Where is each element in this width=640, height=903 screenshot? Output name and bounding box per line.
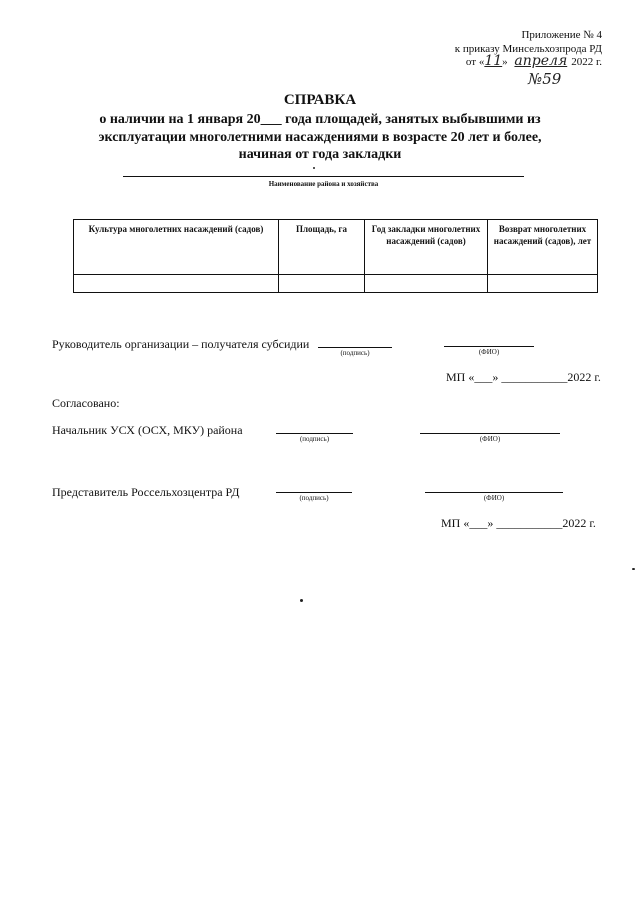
head-signature-caption: (подпись)	[340, 349, 370, 357]
head-signature-line	[318, 347, 392, 348]
rep-signature-label: Представитель Россельхозцентра РД	[52, 485, 240, 499]
col-header-area: Площадь, га	[279, 220, 365, 275]
district-name-line	[123, 176, 524, 177]
head-signature-label: Руководитель организации – получателя субсидии	[52, 337, 310, 351]
title-line-3: начиная от года закладки	[238, 147, 402, 162]
order-reference: к приказу Минсельхозпрода РД	[454, 43, 602, 55]
rep-fio-caption: (ФИО)	[483, 494, 505, 502]
head-fio-caption: (ФИО)	[478, 348, 500, 356]
rep-fio-line	[425, 492, 563, 493]
head-fio-line	[444, 346, 534, 347]
usx-signature-caption: (подпись)	[299, 435, 330, 443]
date-day-handwritten: 11	[484, 53, 503, 69]
rep-signature-line	[276, 492, 352, 493]
date-prefix: от «	[465, 56, 485, 68]
title-line-2: эксплуатации многолетними насаждениями в возрасте 20 лет и более,	[98, 130, 542, 145]
title-line-1: о наличии на 1 января 20___ года площадей, занятых выбывшими из	[99, 112, 541, 127]
usx-fio-caption: (ФИО)	[479, 435, 501, 443]
col-header-culture: Культура многолетних насаждений (садов)	[74, 220, 279, 275]
scan-speck	[300, 599, 303, 602]
doc-number-handwritten: №59	[528, 70, 562, 88]
col-header-age: Возврат многолетних насаждений (садов), лет	[488, 220, 598, 275]
col-header-planting-year: Год закладки многолетних насаждений (садов)	[365, 220, 488, 275]
table-cell[interactable]	[488, 275, 598, 293]
usx-signature-label: Начальник УСХ (ОСХ, МКУ) района	[52, 423, 243, 437]
usx-fio-line	[420, 433, 560, 434]
order-date	[466, 54, 602, 69]
date-year: 2022 г.	[571, 56, 602, 68]
date-month-handwritten: апреля	[514, 53, 568, 69]
document-title: СПРАВКА	[283, 92, 357, 108]
scan-speck	[313, 167, 315, 169]
stamp-date-1: МП «___» ___________2022 г.	[446, 370, 601, 384]
stamp-date-2: МП «___» ___________2022 г.	[441, 516, 596, 530]
rep-signature-caption: (подпись)	[299, 494, 329, 502]
district-name-caption: Наименование района и хозяйства	[268, 180, 379, 188]
agreed-label: Согласовано:	[52, 396, 120, 410]
plantings-table	[73, 219, 598, 293]
table-cell[interactable]	[279, 275, 365, 293]
table-header-row	[74, 220, 598, 275]
appendix-label: Приложение № 4	[521, 29, 602, 41]
table-cell[interactable]	[74, 275, 279, 293]
scan-speck	[632, 568, 635, 570]
table-cell[interactable]	[365, 275, 488, 293]
date-mid: »	[502, 56, 508, 68]
usx-signature-line	[276, 433, 353, 434]
table-row	[74, 275, 598, 293]
